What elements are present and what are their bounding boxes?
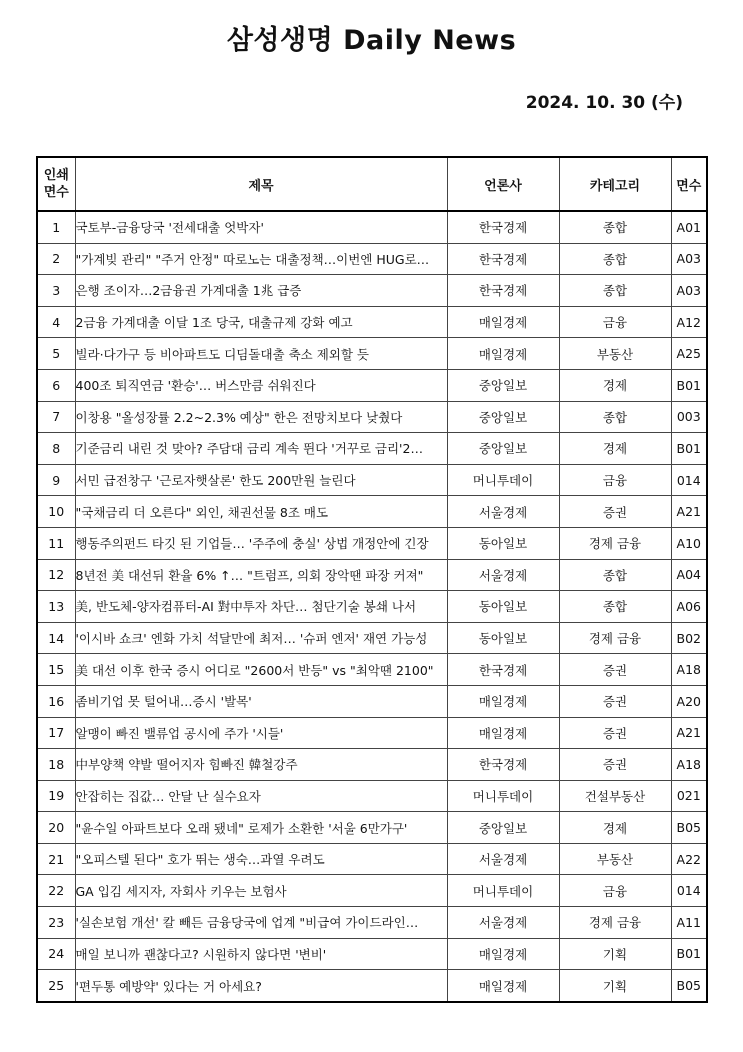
article-title: 안잡히는 집값… 안달 난 실수요자: [75, 780, 447, 812]
page-number: 014: [671, 464, 707, 496]
table-row: [37, 875, 707, 907]
category-name: 부동산: [559, 843, 671, 875]
publisher-name: 중앙일보: [447, 401, 559, 433]
page-number: B01: [671, 938, 707, 970]
category-name: 종합: [559, 591, 671, 623]
publisher-name: 중앙일보: [447, 369, 559, 401]
table-row: [37, 527, 707, 559]
page-number: 014: [671, 875, 707, 907]
row-print-no: 4: [37, 306, 75, 338]
article-title: 매일 보니까 괜찮다고? 시원하지 않다면 '변비': [75, 938, 447, 970]
article-title: 알맹이 빠진 밸류업 공시에 주가 '시들': [75, 717, 447, 749]
page-number: 003: [671, 401, 707, 433]
table-row: [37, 907, 707, 939]
page-number: A01: [671, 211, 707, 243]
article-title: "오피스텔 된다" 호가 뛰는 생숙…과열 우려도: [75, 843, 447, 875]
table-row: [37, 812, 707, 844]
category-name: 기획: [559, 970, 671, 1002]
table-row: [37, 275, 707, 307]
category-name: 증권: [559, 749, 671, 781]
table-row: [37, 306, 707, 338]
table-row: [37, 685, 707, 717]
report-date: 2024. 10. 30 (수): [525, 93, 683, 113]
category-name: 부동산: [559, 338, 671, 370]
publisher-name: 매일경제: [447, 970, 559, 1002]
row-print-no: 17: [37, 717, 75, 749]
page-number: A06: [671, 591, 707, 623]
publisher-name: 머니투데이: [447, 780, 559, 812]
page-number: A03: [671, 243, 707, 275]
category-name: 경제: [559, 369, 671, 401]
publisher-name: 매일경제: [447, 338, 559, 370]
page-number: A21: [671, 496, 707, 528]
publisher-name: 매일경제: [447, 717, 559, 749]
row-print-no: 18: [37, 749, 75, 781]
row-print-no: 21: [37, 843, 75, 875]
article-title: 은행 조이자…2금융권 가계대출 1兆 급증: [75, 275, 447, 307]
publisher-name: 한국경제: [447, 243, 559, 275]
page-number: A20: [671, 685, 707, 717]
category-name: 종합: [559, 559, 671, 591]
page-number: A04: [671, 559, 707, 591]
article-title: 행동주의펀드 타깃 된 기업들… '주주에 충실' 상법 개정안에 긴장: [75, 527, 447, 559]
article-title: "국채금리 더 오른다" 외인, 채권선물 8조 매도: [75, 496, 447, 528]
category-name: 경제 금융: [559, 527, 671, 559]
article-title: 국토부-금융당국 '전세대출 엇박자': [75, 211, 447, 243]
page-number: A22: [671, 843, 707, 875]
table-row: [37, 749, 707, 781]
table-row: [37, 591, 707, 623]
page-number: A21: [671, 717, 707, 749]
article-title: 기준금리 내린 것 맞아? 주담대 금리 계속 뛴다 '거꾸로 금리'2…: [75, 433, 447, 465]
publisher-name: 중앙일보: [447, 433, 559, 465]
article-title: '실손보험 개선' 칼 빼든 금융당국에 업계 "비급여 가이드라인…: [75, 907, 447, 939]
article-title: 서민 급전창구 '근로자햇살론' 한도 200만원 늘린다: [75, 464, 447, 496]
row-print-no: 12: [37, 559, 75, 591]
table-row: [37, 338, 707, 370]
table-row: [37, 559, 707, 591]
category-name: 경제 금융: [559, 622, 671, 654]
article-title: '편두통 예방약' 있다는 거 아세요?: [75, 970, 447, 1002]
category-name: 종합: [559, 243, 671, 275]
row-print-no: 9: [37, 464, 75, 496]
publisher-name: 동아일보: [447, 591, 559, 623]
table-row: [37, 211, 707, 243]
article-title: 이창용 "올성장률 2.2~2.3% 예상" 한은 전망치보다 낮췄다: [75, 401, 447, 433]
page-number: B01: [671, 369, 707, 401]
column-header-print-no-line1: 인쇄: [43, 168, 69, 183]
publisher-name: 한국경제: [447, 749, 559, 781]
category-name: 종합: [559, 211, 671, 243]
table-row: [37, 243, 707, 275]
page-number: A25: [671, 338, 707, 370]
publisher-name: 머니투데이: [447, 875, 559, 907]
table-row: [37, 654, 707, 686]
page-number: A03: [671, 275, 707, 307]
page-number: A18: [671, 749, 707, 781]
row-print-no: 24: [37, 938, 75, 970]
row-print-no: 7: [37, 401, 75, 433]
category-name: 건설부동산: [559, 780, 671, 812]
row-print-no: 10: [37, 496, 75, 528]
article-title: 2금융 가계대출 이달 1조 당국, 대출규제 강화 예고: [75, 306, 447, 338]
news-table: [36, 156, 708, 1003]
publisher-name: 매일경제: [447, 685, 559, 717]
category-name: 종합: [559, 275, 671, 307]
row-print-no: 8: [37, 433, 75, 465]
article-title: 8년전 美 대선뒤 환율 6% ↑… "트럼프, 의회 장악땐 파장 커져": [75, 559, 447, 591]
column-header-category: 카테고리: [559, 157, 671, 211]
category-name: 금융: [559, 464, 671, 496]
page-number: B05: [671, 812, 707, 844]
column-header-publisher: 언론사: [447, 157, 559, 211]
page-number: A18: [671, 654, 707, 686]
row-print-no: 14: [37, 622, 75, 654]
publisher-name: 서울경제: [447, 559, 559, 591]
column-header-print-no: [37, 157, 75, 211]
column-header-page: 면수: [671, 157, 707, 211]
row-print-no: 6: [37, 369, 75, 401]
article-title: "가계빚 관리" "주거 안정" 따로노는 대출정책…이번엔 HUG로…: [75, 243, 447, 275]
publisher-name: 한국경제: [447, 275, 559, 307]
publisher-name: 한국경제: [447, 654, 559, 686]
article-title: '이시바 쇼크' 엔화 가치 석달만에 최저… '슈퍼 엔저' 재연 가능성: [75, 622, 447, 654]
table-row: [37, 401, 707, 433]
row-print-no: 11: [37, 527, 75, 559]
category-name: 금융: [559, 306, 671, 338]
page-title: 삼성생명 Daily News: [226, 25, 517, 56]
row-print-no: 25: [37, 970, 75, 1002]
row-print-no: 16: [37, 685, 75, 717]
row-print-no: 13: [37, 591, 75, 623]
column-header-print-no-line2: 면수: [43, 185, 69, 200]
publisher-name: 한국경제: [447, 211, 559, 243]
article-title: 美, 반도체-양자컴퓨터-AI 對中투자 차단… 첨단기술 봉쇄 나서: [75, 591, 447, 623]
row-print-no: 2: [37, 243, 75, 275]
table-header-row: [37, 157, 707, 211]
publisher-name: 서울경제: [447, 907, 559, 939]
article-title: "윤수일 아파트보다 오래 됐네" 로제가 소환한 '서울 6만가구': [75, 812, 447, 844]
column-header-title: 제목: [75, 157, 447, 211]
row-print-no: 20: [37, 812, 75, 844]
table-row: [37, 970, 707, 1002]
page-number: A11: [671, 907, 707, 939]
category-name: 증권: [559, 496, 671, 528]
row-print-no: 22: [37, 875, 75, 907]
publisher-name: 중앙일보: [447, 812, 559, 844]
row-print-no: 5: [37, 338, 75, 370]
article-title: 좀비기업 못 털어내…증시 '발목': [75, 685, 447, 717]
page-number: A10: [671, 527, 707, 559]
publisher-name: 매일경제: [447, 306, 559, 338]
publisher-name: 머니투데이: [447, 464, 559, 496]
row-print-no: 1: [37, 211, 75, 243]
table-row: [37, 369, 707, 401]
category-name: 경제: [559, 812, 671, 844]
table-row: [37, 938, 707, 970]
category-name: 종합: [559, 401, 671, 433]
article-title: 400조 퇴직연금 '환승'… 버스만큼 쉬워진다: [75, 369, 447, 401]
table-row: [37, 843, 707, 875]
table-row: [37, 622, 707, 654]
table-row: [37, 780, 707, 812]
article-title: 中부양책 약발 떨어지자 힘빠진 韓철강주: [75, 749, 447, 781]
publisher-name: 서울경제: [447, 496, 559, 528]
table-row: [37, 433, 707, 465]
row-print-no: 15: [37, 654, 75, 686]
article-title: 빌라·다가구 등 비아파트도 디딤돌대출 축소 제외할 듯: [75, 338, 447, 370]
category-name: 증권: [559, 717, 671, 749]
category-name: 금융: [559, 875, 671, 907]
row-print-no: 23: [37, 907, 75, 939]
table-row: [37, 717, 707, 749]
category-name: 경제 금융: [559, 907, 671, 939]
page-number: A12: [671, 306, 707, 338]
page-number: 021: [671, 780, 707, 812]
page-number: B05: [671, 970, 707, 1002]
category-name: 증권: [559, 685, 671, 717]
page-number: B02: [671, 622, 707, 654]
row-print-no: 19: [37, 780, 75, 812]
page-number: B01: [671, 433, 707, 465]
publisher-name: 매일경제: [447, 938, 559, 970]
publisher-name: 동아일보: [447, 527, 559, 559]
table-row: [37, 464, 707, 496]
table-row: [37, 496, 707, 528]
row-print-no: 3: [37, 275, 75, 307]
category-name: 기획: [559, 938, 671, 970]
article-title: 美 대선 이후 한국 증시 어디로 "2600서 반등" vs "최악땐 2100": [75, 654, 447, 686]
publisher-name: 서울경제: [447, 843, 559, 875]
article-title: GA 입김 세지자, 자회사 키우는 보험사: [75, 875, 447, 907]
publisher-name: 동아일보: [447, 622, 559, 654]
category-name: 경제: [559, 433, 671, 465]
category-name: 증권: [559, 654, 671, 686]
